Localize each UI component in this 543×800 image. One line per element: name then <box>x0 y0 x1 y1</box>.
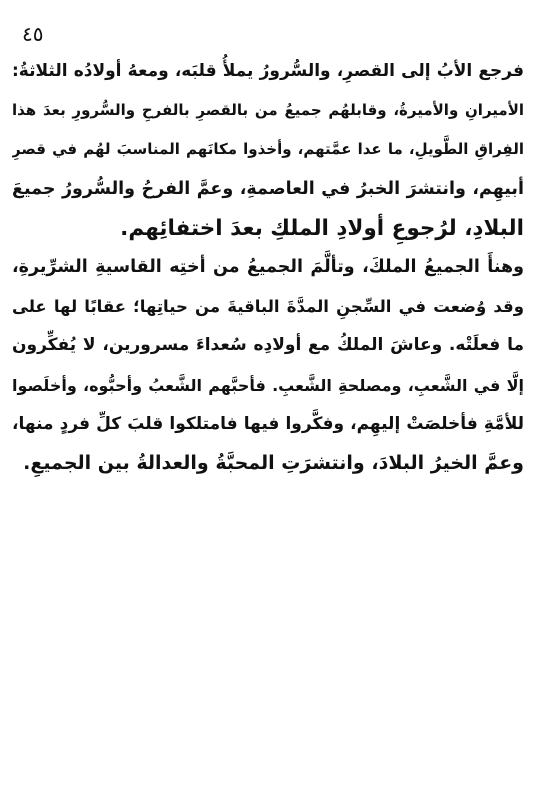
text-line: وعمَّ الخيرُ البلادَ، وانتشرَتِ المحبَّةُ والعدالةُ بين الجميعِ. <box>23 451 524 474</box>
text-line: الأميرانِ والأميرةُ، وقابلهُم جميعُ من بالقصرِ بالفرحِ والسُّرورِ بعدَ هذا <box>12 101 524 120</box>
text-line: وقد وُضعت في السِّجنِ المدَّةَ الباقيةَ من حياتِها؛ عقابًا لها على <box>12 297 524 317</box>
text-line: البلادِ، لرُجوعِ أولادِ الملكِ بعدَ اختفائِهم. <box>120 215 524 241</box>
text-line: للأمَّةِ فأخلصَتْ إليهِم، وفكَّروا فيها فامتلكوا قلبَ كلِّ فردٍ منها، <box>12 413 524 434</box>
page-number: ٤٥ <box>22 22 44 46</box>
text-line: ما فعلَتْه. وعاشَ الملكُ مع أولادِه سُعداءَ مسرورين، لا يُفكِّرون <box>12 335 524 356</box>
body-text <box>12 52 524 483</box>
text-line: أبيهِم، وانتشرَ الخبرُ في العاصمةِ، وعمَّ الفرحُ والسُّرورُ جميعَ <box>12 178 524 199</box>
text-line: الفِراقِ الطَّويلِ، ما عدا عمَّتهم، وأخذوا مكانَهم المناسبَ لهُم في قصرِ <box>12 140 524 159</box>
text-line: فرجع الأبُ إلى القصرِ، والسُّرورُ يملأُ قلبَه، ومعهُ أولادُه الثلاثةُ: <box>12 61 524 81</box>
text-line: وهنأَ الجميعُ الملكَ، وتألَّمَ الجميعُ من أختِه القاسيةِ الشرِّيرةِ، <box>12 256 524 277</box>
text-line: إلَّا في الشَّعبِ، ومصلحةِ الشَّعبِ. فأحبَّهم الشَّعبُ وأحبُّوه، وأخلَصوا <box>12 375 524 395</box>
